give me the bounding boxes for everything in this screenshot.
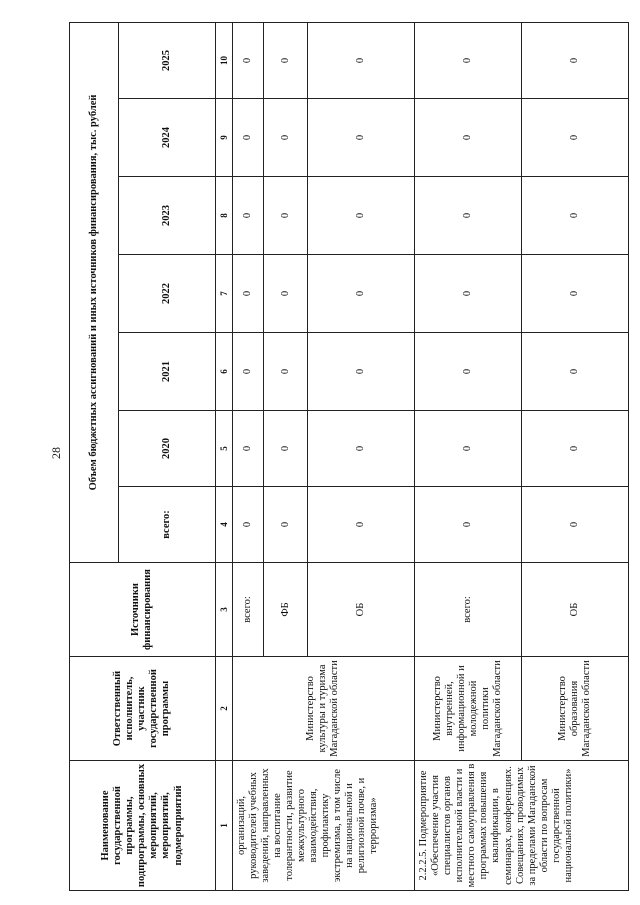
responsible-executor: Министерство внутренней, информационной и молодежной политики Магаданской области bbox=[415, 657, 522, 761]
funding-source: всего: bbox=[232, 563, 264, 657]
value-cell: 0 bbox=[264, 411, 308, 487]
funding-source: ФБ bbox=[264, 563, 308, 657]
column-number-row bbox=[215, 22, 232, 890]
value-cell: 0 bbox=[522, 99, 629, 177]
header-funding-volume: Объем бюджетных ассигнований и иных источников финансирования, тыс. рублей bbox=[70, 22, 119, 562]
column-number: 2 bbox=[215, 657, 232, 761]
column-number: 3 bbox=[215, 563, 232, 657]
responsible-executor: Министерство образования Магаданской области bbox=[522, 657, 629, 761]
value-cell: 0 bbox=[308, 487, 415, 563]
header-responsible: Ответственный исполнитель, участник государственной программы bbox=[70, 657, 216, 761]
header-year-2025: 2025 bbox=[118, 22, 215, 98]
value-cell: 0 bbox=[415, 411, 522, 487]
header-funding-source: Источники финансирования bbox=[70, 563, 216, 657]
funding-source: всего: bbox=[415, 563, 522, 657]
header-year-2023: 2023 bbox=[118, 177, 215, 255]
value-cell: 0 bbox=[308, 22, 415, 98]
value-cell: 0 bbox=[522, 22, 629, 98]
table-row bbox=[522, 22, 629, 890]
header-row bbox=[70, 22, 119, 890]
value-cell: 0 bbox=[308, 333, 415, 411]
column-number: 10 bbox=[215, 22, 232, 98]
value-cell: 0 bbox=[264, 99, 308, 177]
value-cell: 0 bbox=[264, 333, 308, 411]
value-cell: 0 bbox=[522, 177, 629, 255]
activity-name: 2.2.2.5. Подмероприятие «Обеспечение участия специалистов органов исполнительной власти и местного самоуправления в программах повышения квалификации, в семинарах, конференциях. Совещаниях, проводимых за пределами Магаданской области по вопросам государственной национальной политики» bbox=[415, 761, 629, 891]
header-year-2024: 2024 bbox=[118, 99, 215, 177]
activity-name: организаций, руководителей учебных заведений, направленных на воспитание толерантности, развитие межкультурного взаимодействия, профилактику экстремизма, в том числе на национальной и религиозной почве, и терроризма» bbox=[232, 761, 414, 891]
page-number: 28 bbox=[49, 447, 63, 459]
value-cell: 0 bbox=[522, 333, 629, 411]
value-cell: 0 bbox=[415, 99, 522, 177]
header-year-2020: 2020 bbox=[118, 411, 215, 487]
column-number: 4 bbox=[215, 487, 232, 563]
header-year-2021: 2021 bbox=[118, 333, 215, 411]
responsible-executor: Министерство культуры и туризма Магаданской области bbox=[232, 657, 414, 761]
value-cell: 0 bbox=[522, 411, 629, 487]
funding-source: ОБ bbox=[308, 563, 415, 657]
rotated-table-block bbox=[69, 23, 629, 891]
value-cell: 0 bbox=[264, 487, 308, 563]
value-cell: 0 bbox=[522, 487, 629, 563]
header-total: всего: bbox=[118, 487, 215, 563]
value-cell: 0 bbox=[415, 487, 522, 563]
value-cell: 0 bbox=[232, 487, 264, 563]
financing-table bbox=[69, 22, 629, 891]
value-cell: 0 bbox=[232, 255, 264, 333]
value-cell: 0 bbox=[232, 99, 264, 177]
header-year-2022: 2022 bbox=[118, 255, 215, 333]
value-cell: 0 bbox=[308, 99, 415, 177]
column-number: 9 bbox=[215, 99, 232, 177]
column-number: 5 bbox=[215, 411, 232, 487]
value-cell: 0 bbox=[232, 22, 264, 98]
value-cell: 0 bbox=[308, 411, 415, 487]
value-cell: 0 bbox=[264, 177, 308, 255]
column-number: 8 bbox=[215, 177, 232, 255]
column-number: 6 bbox=[215, 333, 232, 411]
value-cell: 0 bbox=[522, 255, 629, 333]
table-row bbox=[415, 22, 522, 890]
value-cell: 0 bbox=[308, 255, 415, 333]
value-cell: 0 bbox=[308, 177, 415, 255]
funding-source: ОБ bbox=[522, 563, 629, 657]
value-cell: 0 bbox=[232, 411, 264, 487]
value-cell: 0 bbox=[264, 22, 308, 98]
value-cell: 0 bbox=[232, 177, 264, 255]
value-cell: 0 bbox=[415, 177, 522, 255]
column-number: 1 bbox=[215, 761, 232, 891]
value-cell: 0 bbox=[415, 255, 522, 333]
value-cell: 0 bbox=[232, 333, 264, 411]
header-program-name: Наименование государственной программы, подпрограммы, основных мероприятий, мероприятий, подмероприятий bbox=[70, 761, 216, 891]
value-cell: 0 bbox=[264, 255, 308, 333]
table-row bbox=[232, 22, 264, 890]
column-number: 7 bbox=[215, 255, 232, 333]
value-cell: 0 bbox=[415, 22, 522, 98]
value-cell: 0 bbox=[415, 333, 522, 411]
